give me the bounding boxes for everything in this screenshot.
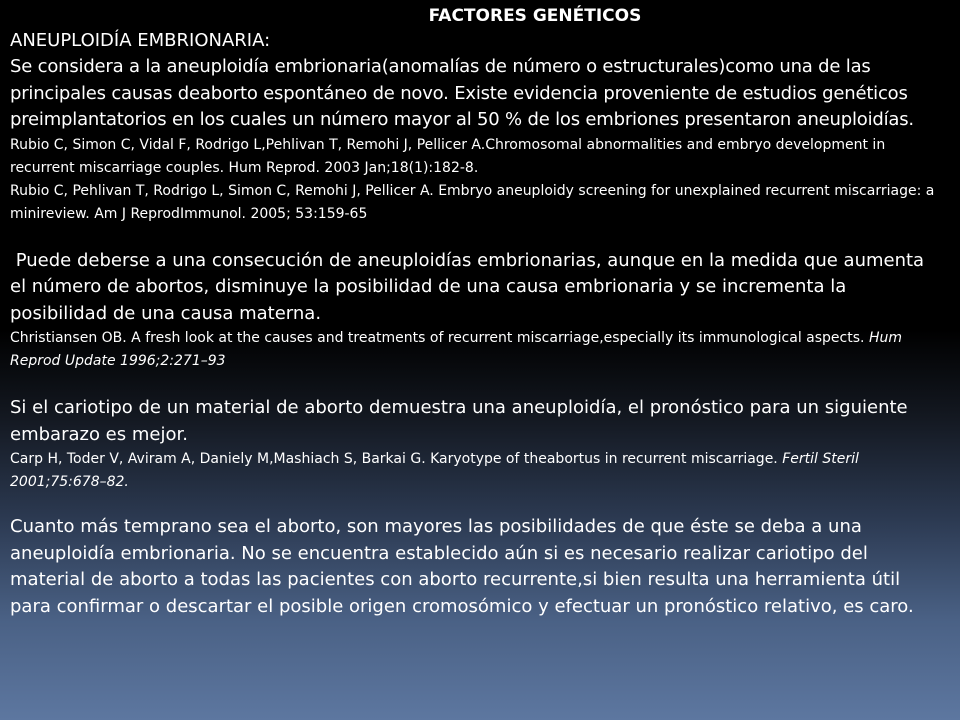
reference-rubio-2005: Rubio C, Pehlivan T, Rodrigo L, Simon C, Remohi J, Pellicer A. Embryo aneuploidy screening for unexplained recurrent miscarriage: a minireview. Am J ReprodImmunol. 2005; 53:159-65 [10,182,935,222]
slide-title: FACTORES GENÉTICOS [428,6,642,26]
paragraph-consecutive-aneuploidy: Puede deberse a una consecución de aneuploidías embrionarias, aunque en la medida que aumenta el número de abortos, disminuye la posibilidad de una causa embrionaria y se incrementa la posibilidad de una causa materna. [10,249,925,324]
reference-rubio-2003: Rubio C, Simon C, Vidal F, Rodrigo L,Pehlivan T, Remohi J, Pellicer A.Chromosomal abnormalities and embryo development in recurrent miscarriage couples. Hum Reprod. 2003 Jan;18(1):182-8. [10,136,886,176]
paragraph-aneuploidy-cause: Se considera a la aneuploidía embrionaria(anomalías de número o estructurales)como una de las principales causas deaborto espontáneo de novo. Existe evidencia proveniente de estudios genéticos preimplantatorios en los cuales un número mayor al 50 % de los embriones presentaron aneuploidías. [10,56,914,130]
slide-content [10,4,940,620]
paragraph-karyotype-prognosis: Si el cariotipo de un material de aborto demuestra una aneuploidía, el pronóstico para un siguiente embarazo es mejor. [10,397,908,445]
reference-christiansen-1996: Christiansen OB. A fresh look at the causes and treatments of recurrent miscarriage,especially its immunological aspects. Hum Reprod Update 1996;2:271–93 [10,330,902,369]
section-subtitle: ANEUPLOIDÍA EMBRIONARIA: [10,30,271,51]
paragraph-early-abortion: Cuanto más temprano sea el aborto, son mayores las posibilidades de que éste se deba a una aneuploidía embrionaria. No se encuentra establecido aún si es necesario realizar cariotipo del material de aborto a todas las pacientes con aborto recurrente,si bien resulta una herramienta útil para confirmar o descartar el posible origen cromosómico y efectuar un pronóstico relativo, es caro. [10,516,914,617]
reference-carp-2001: Carp H, Toder V, Aviram A, Daniely M,Mashiach S, Barkai G. Karyotype of theabortus in recurrent miscarriage. Fertil Steril 2001;75:678–82. [10,451,859,490]
